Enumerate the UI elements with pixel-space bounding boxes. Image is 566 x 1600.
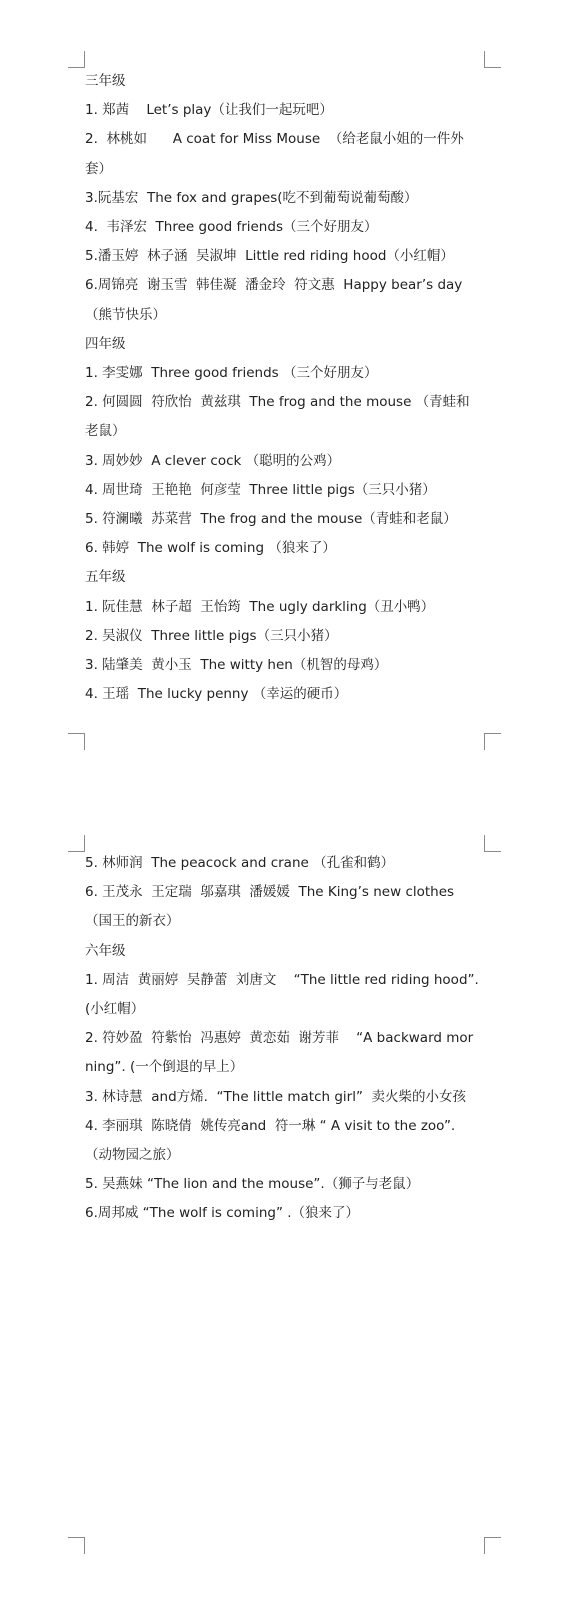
list-item: 4. 周世琦 王艳艳 何彦莹 Three little pigs（三只小猪）: [85, 481, 436, 498]
grade-heading: 四年级: [85, 335, 126, 352]
list-item: 3. 林诗慧 and方烯. “The little match girl” 卖火柴的小女孩: [85, 1088, 467, 1105]
list-item: 2. 林桃如 A coat for Miss Mouse （给老鼠小姐的一件外套）: [85, 131, 464, 177]
list-item: 6.周锦亮 谢玉雪 韩佳凝 潘金玲 符文惠 Happy bear’s day（熊节快乐）: [85, 277, 463, 323]
page-corner-mark: [68, 1537, 85, 1554]
list-item: 4. 韦泽宏 Three good friends（三个好朋友）: [85, 219, 378, 236]
page-corner-mark: [484, 835, 501, 852]
list-item: 2. 符妙盈 符紫怡 冯惠婷 黄恋茹 谢芳菲 “A backward morning”. (一个倒退的早上）: [85, 1030, 474, 1076]
page-corner-mark: [484, 1537, 501, 1554]
page-corner-mark: [68, 733, 85, 750]
grade-heading: 五年级: [85, 569, 126, 586]
list-item: 6. 王茂永 王定瑞 邬嘉琪 潘媛媛 The King’s new clothes（国王的新衣）: [85, 884, 455, 930]
list-item: 1. 周洁 黄丽婷 吴静蕾 刘唐文 “The little red riding hood”. (小红帽）: [85, 971, 484, 1018]
list-item: 5. 林师润 The peacock and crane （孔雀和鹤）: [85, 855, 395, 871]
page-text-body: [85, 67, 480, 709]
list-item: 1. 李雯娜 Three good friends （三个好朋友）: [85, 365, 378, 382]
page-corner-mark: [68, 835, 85, 852]
list-item: 2. 吴淑仪 Three little pigs（三只小猪）: [85, 627, 338, 644]
list-item: 5. 符澜曦 苏菜营 The frog and the mouse（青蛙和老鼠）: [85, 511, 457, 528]
document-page-2: [0, 790, 566, 1600]
page-corner-mark: [68, 51, 85, 68]
list-item: 5.潘玉婷 林子涵 吴淑坤 Little red riding hood（小红帽）: [85, 248, 454, 265]
list-item: 4. 李丽琪 陈晓倩 姚传亮and 符一琳 “ A visit to the zoo”.（动物园之旅）: [85, 1117, 456, 1164]
page-corner-mark: [484, 51, 501, 68]
list-item: 3. 陆肇美 黄小玉 The witty hen（机智的母鸡）: [85, 657, 388, 674]
page-corner-mark: [484, 733, 501, 750]
list-item: 5. 吴燕妹 “The lion and the mouse”.（狮子与老鼠）: [85, 1176, 420, 1193]
list-item: 3. 周妙妙 A clever cock （聪明的公鸡）: [85, 452, 341, 469]
list-item: 3.阮基宏 The fox and grapes(吃不到葡萄说葡萄酸）: [85, 189, 418, 206]
document-page-1: [0, 0, 566, 790]
list-item: 6.周邦威 “The wolf is coming” .（狼来了）: [85, 1205, 360, 1222]
grade-heading: 三年级: [85, 73, 126, 89]
list-item: 6. 韩婷 The wolf is coming （狼来了）: [85, 540, 336, 557]
list-item: 4. 王瑶 The lucky penny （幸运的硬币）: [85, 686, 348, 703]
list-item: 1. 阮佳慧 林子超 王怡筠 The ugly darkling（丑小鸭）: [85, 598, 435, 615]
list-item: 2. 何圆圆 符欣怡 黄兹琪 The frog and the mouse （青蛙和老鼠）: [85, 394, 470, 440]
grade-heading: 六年级: [85, 942, 126, 959]
list-item: 1. 郑茜 Let’s play（让我们一起玩吧）: [85, 102, 333, 119]
page-text-body: [85, 849, 484, 1229]
